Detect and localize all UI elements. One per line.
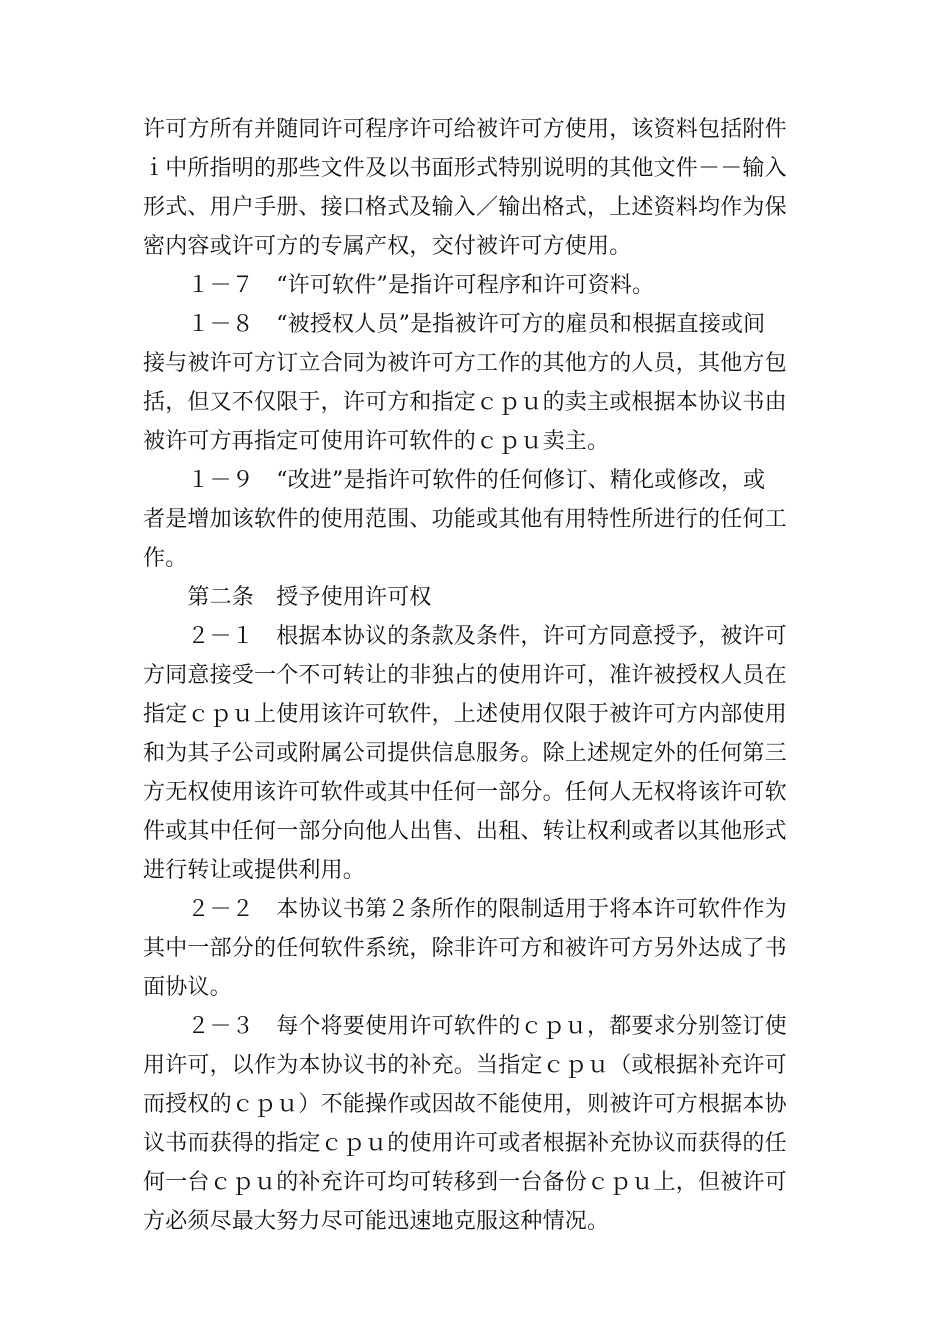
text-line: １－９ “改进”是指许可软件的任何修订、精化或修改，或: [143, 468, 766, 493]
text-line: 进行转让或提供利用。: [143, 858, 366, 883]
text-line: ２－１ 根据本协议的条款及条件，许可方同意授予，被许可: [143, 624, 787, 649]
text-line: １－８ “被授权人员”是指被许可方的雇员和根据直接或间: [143, 312, 766, 337]
text-line: 密内容或许可方的专属产权，交付被许可方使用。: [143, 234, 632, 259]
text-line: 用许可，以作为本协议书的补充。当指定ｃｐｕ（或根据补充许可: [143, 1053, 787, 1078]
text-line: 括，但又不仅限于，许可方和指定ｃｐｕ的卖主或根据本协议书由: [143, 390, 787, 415]
text-line: ２－２ 本协议书第２条所作的限制适用于将本许可软件作为: [143, 897, 787, 922]
text-line: 形式、用户手册、接口格式及输入／输出格式，上述资料均作为保: [143, 195, 787, 220]
text-line: 和为其子公司或附属公司提供信息服务。除上述规定外的任何第三: [143, 741, 787, 766]
text-line: ２－３ 每个将要使用许可软件的ｃｐｕ，都要求分别签订使: [143, 1014, 787, 1039]
text-line: 许可方所有并随同许可程序许可给被许可方使用，该资料包括附件: [143, 117, 787, 142]
text-line: 而授权的ｃｐｕ）不能操作或因故不能使用，则被许可方根据本协: [143, 1092, 787, 1117]
section-heading: 第二条 授予使用许可权: [143, 585, 432, 610]
text-line: 面协议。: [143, 975, 232, 1000]
text-line: 件或其中任何一部分向他人出售、出租、转让权利或者以其他形式: [143, 819, 787, 844]
text-line: 者是增加该软件的使用范围、功能或其他有用特性所进行的任何工: [143, 507, 787, 532]
text-line: 方同意接受一个不可转让的非独占的使用许可，准许被授权人员在: [143, 663, 787, 688]
text-line: 其中一部分的任何软件系统，除非许可方和被许可方另外达成了书: [143, 936, 787, 961]
text-line: １－７ “许可软件”是指许可程序和许可资料。: [143, 273, 655, 298]
text-line: 何一台ｃｐｕ的补充许可均可转移到一台备份ｃｐｕ上，但被许可: [143, 1170, 787, 1195]
text-line: 指定ｃｐｕ上使用该许可软件，上述使用仅限于被许可方内部使用: [143, 702, 787, 727]
text-line: 方必须尽最大努力尽可能迅速地克服这种情况。: [143, 1209, 610, 1234]
text-line: 方无权使用该许可软件或其中任何一部分。任何人无权将该许可软: [143, 780, 787, 805]
text-line: 被许可方再指定可使用许可软件的ｃｐｕ卖主。: [143, 429, 610, 454]
text-line: 接与被许可方订立合同为被许可方工作的其他方的人员，其他方包: [143, 351, 787, 376]
text-line: ｉ中所指明的那些文件及以书面形式特别说明的其他文件－－输入: [143, 156, 787, 181]
text-line: 作。: [143, 546, 188, 571]
text-line: 议书而获得的指定ｃｐｕ的使用许可或者根据补充协议而获得的任: [143, 1131, 787, 1156]
